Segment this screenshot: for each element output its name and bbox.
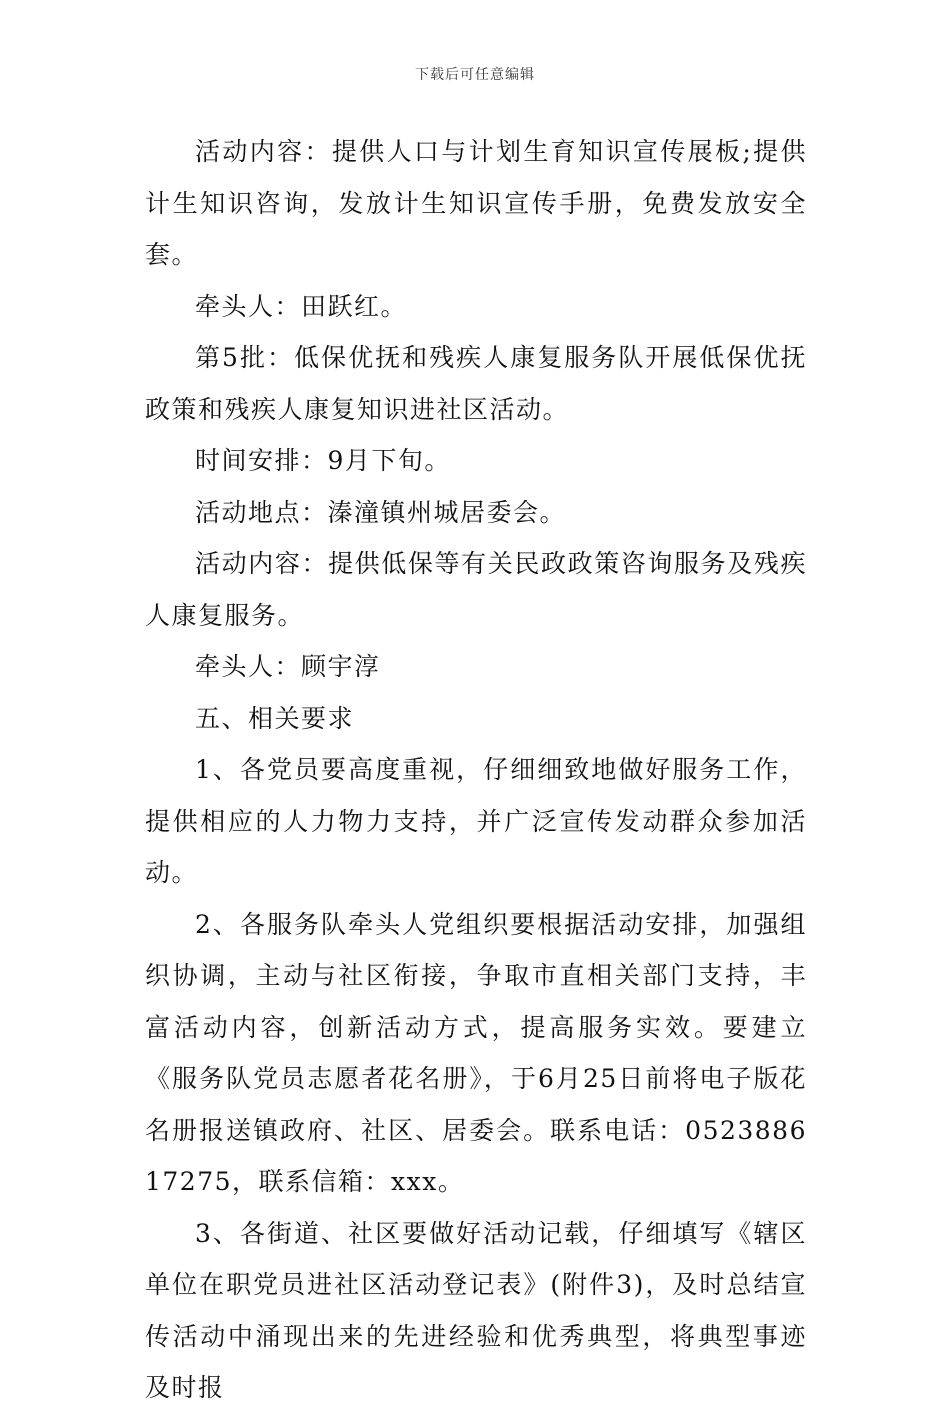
paragraph-activity-content-welfare: 活动内容：提供低保等有关民政政策咨询服务及残疾人康复服务。: [145, 549, 807, 630]
paragraph-requirement-2: 2、各服务队牵头人党组织要根据活动安排，加强组织协调，主动与社区衔接，争取市直相关部门支持，丰富活动内容，创新活动方式，提高服务实效。要建立《服务队党员志愿者花名册》，于6月25日前将电子版花名册报送镇政府、社区、居委会。联系电话：052388617275，联系信箱：xxx。: [145, 909, 807, 1196]
paragraph-leader-tian: 牵头人：田跃红。: [195, 291, 408, 321]
paragraph-location: 活动地点：溱潼镇州城居委会。: [195, 497, 567, 527]
page-header: 下载后可任意编辑: [415, 67, 535, 83]
section-heading-requirements: 五、相关要求: [195, 703, 355, 733]
paragraph-requirement-1: 1、各党员要高度重视，仔细细致地做好服务工作，提供相应的人力物力支持，并广泛宣传发动群众参加活动。: [145, 755, 807, 887]
document-body: [145, 126, 807, 1414]
paragraph-batch-5: 第5批：低保优抚和残疾人康复服务队开展低保优抚政策和残疾人康复知识进社区活动。: [145, 343, 807, 424]
paragraph-schedule: 时间安排：9月下旬。: [195, 446, 451, 475]
paragraph-leader-gu: 牵头人：顾宇淳: [195, 652, 381, 681]
paragraph-activity-content-family-planning: 活动内容：提供人口与计划生育知识宣传展板;提供计生知识咨询，发放计生知识宣传手册，免费发放安全套。: [145, 137, 807, 269]
paragraph-requirement-3: 3、各街道、社区要做好活动记载，仔细填写《辖区单位在职党员进社区活动登记表》(附件3)，及时总结宣传活动中涌现出来的先进经验和优秀典型，将典型事迹及时报: [145, 1218, 807, 1402]
